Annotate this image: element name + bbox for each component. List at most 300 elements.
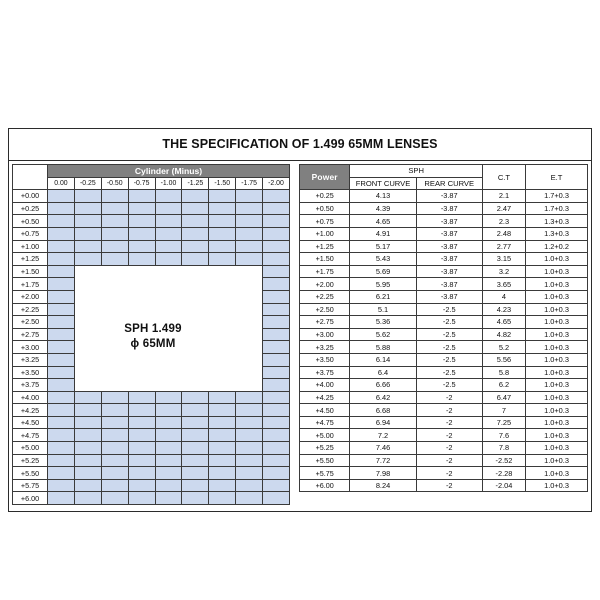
availability-cell-available[interactable] (74, 404, 101, 417)
availability-cell-empty[interactable] (236, 328, 263, 341)
availability-cell-empty[interactable] (155, 379, 182, 392)
edge-thickness-value: 1.0+0.3 (526, 316, 588, 329)
availability-cell-available[interactable] (74, 240, 101, 253)
availability-cell-available[interactable] (182, 429, 209, 442)
availability-cell-available[interactable] (74, 479, 101, 492)
availability-cell-empty[interactable] (101, 328, 128, 341)
availability-cell-available[interactable] (236, 416, 263, 429)
availability-cell-empty[interactable] (209, 265, 236, 278)
availability-cell-available[interactable] (48, 492, 75, 505)
rear-curve-value: -2.5 (416, 341, 482, 354)
rear-curve-value: -2 (416, 429, 482, 442)
availability-cell-empty[interactable] (182, 316, 209, 329)
availability-cell-available[interactable] (236, 253, 263, 266)
availability-cell-available[interactable] (263, 278, 290, 291)
availability-cell-available[interactable] (155, 240, 182, 253)
sphere-value: +0.25 (13, 202, 48, 215)
availability-cell-available[interactable] (48, 215, 75, 228)
availability-cell-available[interactable] (236, 227, 263, 240)
rear-curve-value: -2.5 (416, 353, 482, 366)
power-value: +4.00 (300, 379, 350, 392)
availability-cell-available[interactable] (155, 202, 182, 215)
availability-cell-available[interactable] (263, 290, 290, 303)
availability-cell-empty[interactable] (155, 265, 182, 278)
availability-cell-available[interactable] (155, 492, 182, 505)
cylinder-group-header: Cylinder (Minus) (48, 165, 290, 178)
availability-cell-available[interactable] (48, 190, 75, 203)
availability-cell-available[interactable] (128, 190, 155, 203)
center-thickness-value: -2.28 (482, 467, 525, 480)
availability-cell-available[interactable] (128, 391, 155, 404)
availability-cell-available[interactable] (182, 479, 209, 492)
availability-cell-available[interactable] (209, 253, 236, 266)
availability-cell-available[interactable] (101, 190, 128, 203)
availability-cell-available[interactable] (128, 240, 155, 253)
availability-cell-empty[interactable] (101, 265, 128, 278)
table-row (13, 215, 290, 228)
availability-cell-empty[interactable] (236, 278, 263, 291)
availability-cell-available[interactable] (236, 467, 263, 480)
availability-cell-available[interactable] (263, 416, 290, 429)
availability-cell-available[interactable] (155, 416, 182, 429)
availability-cell-available[interactable] (263, 391, 290, 404)
availability-cell-available[interactable] (155, 404, 182, 417)
center-thickness-value: 7.8 (482, 442, 525, 455)
sphere-value: +5.75 (13, 479, 48, 492)
availability-cell-empty[interactable] (74, 316, 101, 329)
availability-cell-available[interactable] (263, 442, 290, 455)
availability-cell-available[interactable] (182, 190, 209, 203)
availability-cell-available[interactable] (236, 492, 263, 505)
availability-cell-empty[interactable] (101, 290, 128, 303)
availability-cell-empty[interactable] (209, 341, 236, 354)
sphere-value: +1.75 (13, 278, 48, 291)
availability-cell-empty[interactable] (128, 290, 155, 303)
availability-cell-available[interactable] (263, 379, 290, 392)
table-row (300, 353, 588, 366)
table-row (13, 303, 290, 316)
availability-cell-empty[interactable] (128, 379, 155, 392)
center-thickness-value: 4 (482, 290, 525, 303)
spec-table-body (300, 190, 588, 492)
availability-cell-empty[interactable] (74, 328, 101, 341)
availability-cell-available[interactable] (236, 404, 263, 417)
availability-cell-empty[interactable] (101, 316, 128, 329)
availability-cell-empty[interactable] (182, 290, 209, 303)
cylinder-column-header-6: -1.50 (209, 177, 236, 190)
availability-cell-empty[interactable] (155, 303, 182, 316)
cylinder-column-header-row (13, 177, 290, 190)
availability-cell-available[interactable] (48, 316, 75, 329)
availability-cell-available[interactable] (128, 404, 155, 417)
availability-cell-empty[interactable] (155, 328, 182, 341)
availability-cell-available[interactable] (128, 416, 155, 429)
availability-cell-available[interactable] (128, 227, 155, 240)
table-row (13, 353, 290, 366)
availability-cell-empty[interactable] (155, 290, 182, 303)
availability-cell-empty[interactable] (182, 303, 209, 316)
availability-cell-empty[interactable] (128, 366, 155, 379)
table-row (300, 379, 588, 392)
center-thickness-value: -2.04 (482, 479, 525, 492)
availability-cell-available[interactable] (182, 202, 209, 215)
availability-cell-available[interactable] (48, 391, 75, 404)
availability-cell-available[interactable] (101, 429, 128, 442)
availability-cell-available[interactable] (101, 240, 128, 253)
availability-cell-available[interactable] (48, 290, 75, 303)
center-thickness-value: 3.65 (482, 278, 525, 291)
availability-cell-available[interactable] (263, 202, 290, 215)
front-curve-value: 6.21 (350, 290, 416, 303)
sphere-value: +1.50 (13, 265, 48, 278)
availability-cell-empty[interactable] (236, 303, 263, 316)
availability-cell-available[interactable] (182, 404, 209, 417)
power-value: +4.50 (300, 404, 350, 417)
availability-cell-available[interactable] (128, 454, 155, 467)
power-value: +3.75 (300, 366, 350, 379)
availability-cell-available[interactable] (236, 479, 263, 492)
availability-cell-available[interactable] (263, 215, 290, 228)
availability-cell-available[interactable] (48, 240, 75, 253)
sphere-value: +5.50 (13, 467, 48, 480)
availability-cell-empty[interactable] (182, 379, 209, 392)
specification-values-pane (299, 164, 588, 492)
availability-cell-available[interactable] (236, 391, 263, 404)
availability-cell-available[interactable] (236, 215, 263, 228)
availability-cell-available[interactable] (48, 416, 75, 429)
availability-cell-available[interactable] (101, 227, 128, 240)
availability-cell-available[interactable] (263, 366, 290, 379)
availability-cell-available[interactable] (74, 253, 101, 266)
availability-cell-available[interactable] (182, 240, 209, 253)
availability-cell-available[interactable] (263, 303, 290, 316)
sphere-value: +2.75 (13, 328, 48, 341)
availability-cell-empty[interactable] (209, 290, 236, 303)
availability-cell-empty[interactable] (155, 316, 182, 329)
power-value: +5.75 (300, 467, 350, 480)
availability-cell-empty[interactable] (128, 328, 155, 341)
availability-cell-available[interactable] (236, 190, 263, 203)
availability-cell-empty[interactable] (101, 379, 128, 392)
edge-thickness-value: 1.0+0.3 (526, 391, 588, 404)
availability-cell-available[interactable] (209, 442, 236, 455)
availability-cell-available[interactable] (48, 341, 75, 354)
availability-cell-empty[interactable] (101, 353, 128, 366)
title-bar (9, 129, 591, 161)
availability-cell-available[interactable] (48, 227, 75, 240)
availability-cell-available[interactable] (101, 442, 128, 455)
availability-cell-available[interactable] (48, 479, 75, 492)
callout-line-1: SPH 1.499 (124, 322, 182, 335)
table-row (13, 366, 290, 379)
availability-cell-available[interactable] (74, 190, 101, 203)
availability-cell-available[interactable] (74, 454, 101, 467)
availability-cell-available[interactable] (74, 215, 101, 228)
power-value: +1.50 (300, 253, 350, 266)
edge-thickness-value: 1.0+0.3 (526, 429, 588, 442)
availability-cell-empty[interactable] (209, 316, 236, 329)
availability-cell-empty[interactable] (74, 290, 101, 303)
availability-cell-available[interactable] (263, 454, 290, 467)
availability-cell-empty[interactable] (101, 341, 128, 354)
table-row (300, 190, 588, 203)
availability-cell-available[interactable] (263, 265, 290, 278)
availability-cell-available[interactable] (263, 190, 290, 203)
availability-cell-empty[interactable] (101, 303, 128, 316)
availability-cell-available[interactable] (74, 429, 101, 442)
availability-cell-available[interactable] (128, 253, 155, 266)
table-row (13, 316, 290, 329)
sphere-value: +0.00 (13, 190, 48, 203)
availability-cell-available[interactable] (48, 353, 75, 366)
availability-cell-available[interactable] (182, 253, 209, 266)
availability-cell-empty[interactable] (209, 328, 236, 341)
availability-cell-empty[interactable] (236, 290, 263, 303)
availability-cell-available[interactable] (48, 202, 75, 215)
availability-cell-available[interactable] (74, 227, 101, 240)
availability-cell-available[interactable] (263, 253, 290, 266)
sphere-value: +2.25 (13, 303, 48, 316)
availability-cell-available[interactable] (48, 429, 75, 442)
availability-cell-empty[interactable] (182, 341, 209, 354)
availability-cell-empty[interactable] (182, 278, 209, 291)
availability-cell-empty[interactable] (74, 341, 101, 354)
availability-cell-available[interactable] (48, 278, 75, 291)
availability-cell-available[interactable] (48, 366, 75, 379)
availability-cell-available[interactable] (155, 429, 182, 442)
center-thickness-value: 4.23 (482, 303, 525, 316)
availability-cell-available[interactable] (263, 479, 290, 492)
availability-cell-available[interactable] (209, 454, 236, 467)
availability-cell-available[interactable] (182, 454, 209, 467)
edge-thickness-value: 1.0+0.3 (526, 290, 588, 303)
table-row (13, 442, 290, 455)
availability-cell-available[interactable] (182, 442, 209, 455)
availability-cell-empty[interactable] (236, 353, 263, 366)
availability-cell-available[interactable] (182, 227, 209, 240)
power-value: +5.50 (300, 454, 350, 467)
center-thickness-value: 3.2 (482, 265, 525, 278)
availability-cell-available[interactable] (48, 379, 75, 392)
availability-cell-available[interactable] (209, 202, 236, 215)
availability-cell-empty[interactable] (182, 265, 209, 278)
availability-cell-available[interactable] (263, 467, 290, 480)
availability-cell-empty[interactable] (236, 379, 263, 392)
availability-cell-available[interactable] (236, 454, 263, 467)
availability-cell-available[interactable] (128, 492, 155, 505)
availability-cell-available[interactable] (209, 227, 236, 240)
availability-cell-available[interactable] (48, 328, 75, 341)
availability-cell-available[interactable] (263, 341, 290, 354)
sphere-value: +0.75 (13, 227, 48, 240)
availability-cell-empty[interactable] (155, 353, 182, 366)
availability-cell-empty[interactable] (128, 278, 155, 291)
availability-cell-available[interactable] (74, 416, 101, 429)
availability-cell-empty[interactable] (236, 265, 263, 278)
availability-cell-available[interactable] (101, 391, 128, 404)
availability-cell-available[interactable] (48, 265, 75, 278)
availability-cell-available[interactable] (48, 442, 75, 455)
rear-curve-value: -2 (416, 479, 482, 492)
table-row (13, 492, 290, 505)
power-value: +2.25 (300, 290, 350, 303)
availability-cell-empty[interactable] (182, 353, 209, 366)
availability-cell-empty[interactable] (101, 278, 128, 291)
availability-cell-available[interactable] (182, 492, 209, 505)
availability-cell-available[interactable] (128, 467, 155, 480)
availability-cell-empty[interactable] (128, 316, 155, 329)
availability-cell-empty[interactable] (209, 303, 236, 316)
availability-cell-available[interactable] (209, 240, 236, 253)
availability-cell-available[interactable] (48, 454, 75, 467)
availability-cell-available[interactable] (182, 215, 209, 228)
availability-cell-available[interactable] (128, 215, 155, 228)
availability-cell-empty[interactable] (128, 341, 155, 354)
availability-cell-available[interactable] (128, 442, 155, 455)
availability-cell-available[interactable] (209, 404, 236, 417)
table-row (300, 442, 588, 455)
availability-cell-available[interactable] (48, 253, 75, 266)
sphere-value: +3.50 (13, 366, 48, 379)
availability-cell-available[interactable] (48, 467, 75, 480)
availability-cell-available[interactable] (209, 467, 236, 480)
cylinder-table-body (13, 190, 290, 505)
availability-cell-available[interactable] (209, 190, 236, 203)
availability-cell-available[interactable] (101, 416, 128, 429)
availability-cell-available[interactable] (263, 429, 290, 442)
availability-cell-available[interactable] (155, 479, 182, 492)
availability-cell-available[interactable] (48, 303, 75, 316)
availability-cell-available[interactable] (155, 190, 182, 203)
availability-cell-available[interactable] (101, 202, 128, 215)
availability-cell-available[interactable] (101, 253, 128, 266)
availability-cell-available[interactable] (101, 492, 128, 505)
availability-cell-empty[interactable] (155, 366, 182, 379)
availability-cell-available[interactable] (263, 328, 290, 341)
sphere-value: +4.00 (13, 391, 48, 404)
availability-cell-empty[interactable] (209, 366, 236, 379)
callout-line-2: ϕ 65MM (130, 337, 176, 350)
availability-cell-available[interactable] (263, 404, 290, 417)
availability-cell-available[interactable] (236, 429, 263, 442)
availability-cell-available[interactable] (155, 391, 182, 404)
availability-cell-empty[interactable] (101, 366, 128, 379)
availability-cell-empty[interactable] (74, 353, 101, 366)
power-value: +2.50 (300, 303, 350, 316)
availability-cell-available[interactable] (182, 391, 209, 404)
availability-cell-available[interactable] (155, 454, 182, 467)
availability-cell-available[interactable] (74, 492, 101, 505)
availability-cell-available[interactable] (263, 240, 290, 253)
sphere-value: +4.75 (13, 429, 48, 442)
cylinder-column-header-2: -0.50 (101, 177, 128, 190)
availability-cell-available[interactable] (128, 202, 155, 215)
edge-thickness-value: 1.2+0.2 (526, 240, 588, 253)
power-value: +3.25 (300, 341, 350, 354)
availability-cell-available[interactable] (209, 391, 236, 404)
availability-cell-available[interactable] (155, 467, 182, 480)
availability-cell-available[interactable] (236, 202, 263, 215)
availability-cell-available[interactable] (209, 429, 236, 442)
availability-cell-empty[interactable] (128, 353, 155, 366)
availability-cell-empty[interactable] (74, 366, 101, 379)
availability-cell-available[interactable] (101, 479, 128, 492)
availability-cell-empty[interactable] (128, 303, 155, 316)
availability-cell-empty[interactable] (128, 265, 155, 278)
availability-cell-empty[interactable] (182, 328, 209, 341)
availability-cell-available[interactable] (236, 240, 263, 253)
availability-cell-empty[interactable] (236, 366, 263, 379)
sphere-value: +4.25 (13, 404, 48, 417)
availability-cell-available[interactable] (74, 467, 101, 480)
availability-cell-empty[interactable] (209, 278, 236, 291)
availability-cell-available[interactable] (263, 316, 290, 329)
availability-cell-available[interactable] (101, 215, 128, 228)
availability-cell-empty[interactable] (236, 316, 263, 329)
availability-cell-empty[interactable] (182, 366, 209, 379)
availability-cell-available[interactable] (74, 391, 101, 404)
table-row (13, 240, 290, 253)
availability-cell-available[interactable] (182, 467, 209, 480)
availability-cell-available[interactable] (128, 429, 155, 442)
specification-sheet (8, 128, 592, 512)
availability-cell-available[interactable] (155, 215, 182, 228)
availability-cell-available[interactable] (209, 479, 236, 492)
availability-cell-available[interactable] (263, 353, 290, 366)
rear-curve-value: -2.5 (416, 379, 482, 392)
availability-cell-empty[interactable] (155, 341, 182, 354)
availability-cell-empty[interactable] (236, 341, 263, 354)
availability-cell-empty[interactable] (155, 278, 182, 291)
availability-cell-available[interactable] (209, 416, 236, 429)
availability-cell-available[interactable] (236, 442, 263, 455)
availability-cell-available[interactable] (263, 227, 290, 240)
center-thickness-value: 7.6 (482, 429, 525, 442)
availability-cell-empty[interactable] (74, 265, 101, 278)
availability-cell-available[interactable] (101, 454, 128, 467)
table-row (300, 240, 588, 253)
availability-cell-available[interactable] (128, 479, 155, 492)
availability-cell-available[interactable] (74, 442, 101, 455)
availability-cell-empty[interactable] (74, 303, 101, 316)
rear-curve-value: -2 (416, 442, 482, 455)
center-thickness-value: 2.1 (482, 190, 525, 203)
availability-cell-available[interactable] (182, 416, 209, 429)
availability-cell-available[interactable] (74, 202, 101, 215)
availability-cell-available[interactable] (263, 492, 290, 505)
availability-cell-available[interactable] (209, 215, 236, 228)
availability-cell-available[interactable] (48, 404, 75, 417)
center-thickness-value: 5.2 (482, 341, 525, 354)
table-row (13, 202, 290, 215)
front-curve-value: 6.4 (350, 366, 416, 379)
availability-cell-available[interactable] (101, 404, 128, 417)
availability-cell-empty[interactable] (209, 379, 236, 392)
availability-cell-available[interactable] (101, 467, 128, 480)
availability-cell-available[interactable] (155, 442, 182, 455)
availability-cell-empty[interactable] (74, 278, 101, 291)
availability-cell-available[interactable] (209, 492, 236, 505)
power-value: +3.50 (300, 353, 350, 366)
center-thickness-value: 4.65 (482, 316, 525, 329)
availability-cell-available[interactable] (155, 227, 182, 240)
availability-cell-empty[interactable] (209, 353, 236, 366)
edge-thickness-value: 1.0+0.3 (526, 253, 588, 266)
availability-cell-empty[interactable] (74, 379, 101, 392)
power-value: +4.25 (300, 391, 350, 404)
availability-cell-available[interactable] (155, 253, 182, 266)
sph-group-header: SPH (350, 165, 482, 178)
